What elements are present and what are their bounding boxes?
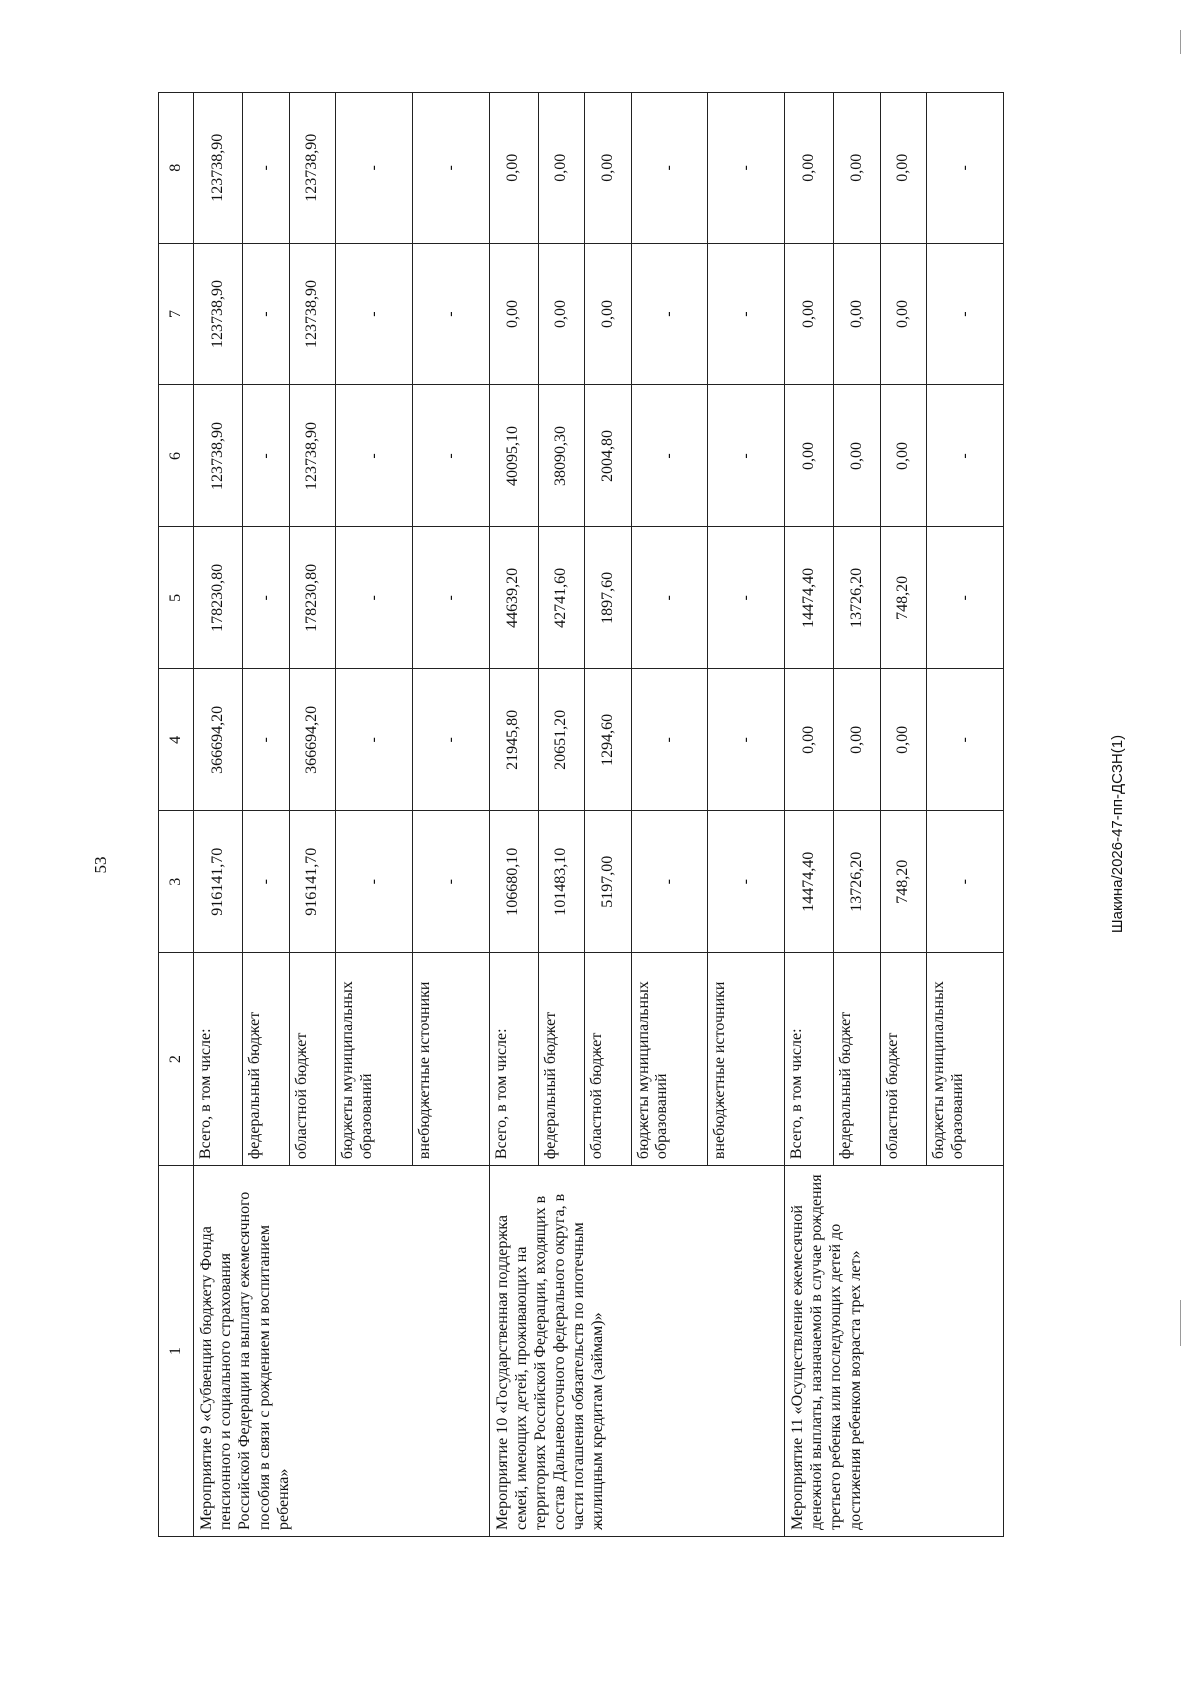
amount-cell: - [631,93,708,244]
amount-cell: 123738,90 [194,93,243,244]
amount-cell: 916141,70 [289,811,336,953]
amount-cell: 106680,10 [489,811,538,953]
header-cell: 1 [159,1166,194,1537]
amount-cell: 0,00 [538,93,585,244]
amount-cell: - [927,527,1004,669]
amount-cell: 366694,20 [194,669,243,811]
amount-cell: 0,00 [489,243,538,385]
amount-cell: 0,00 [785,669,834,811]
table-row [194,93,243,1537]
scan-edge-mark [1180,1300,1181,1346]
amount-cell: - [708,93,785,244]
amount-cell: - [243,669,290,811]
amount-cell: 13726,20 [834,527,881,669]
funding-source: федеральный бюджет [834,953,881,1166]
document-code: Шакина/2026-47-пп-ДСЗН(1) [1109,734,1126,934]
funding-source: бюджеты муниципальных образований [336,953,413,1166]
amount-cell: 14474,40 [785,527,834,669]
amount-cell: 123738,90 [289,385,336,527]
amount-cell: 0,00 [785,93,834,244]
amount-cell: - [708,669,785,811]
funding-table [158,92,1004,1537]
amount-cell: 916141,70 [194,811,243,953]
amount-cell: 123738,90 [289,243,336,385]
amount-cell: 0,00 [785,243,834,385]
amount-cell: 0,00 [834,669,881,811]
header-cell: 6 [159,385,194,527]
funding-source: бюджеты муниципальных образований [631,953,708,1166]
page-number: 53 [91,856,110,874]
funding-source: внебюджетные источники [708,953,785,1166]
funding-source: областной бюджет [880,953,927,1166]
amount-cell: - [243,93,290,244]
table-row [785,93,834,1537]
amount-cell: 0,00 [489,93,538,244]
amount-cell: - [927,669,1004,811]
amount-cell: - [412,811,489,953]
funding-source: федеральный бюджет [538,953,585,1166]
measure-name: Мероприятие 10 «Государственная поддержка семей, имеющих детей, проживающих на территориях Российской Федерации, входящих в состав Дальневосточного федерального округа, в части погашения обязательств по ипотечным жилищным кредитам (займам)» [489,1166,785,1537]
amount-cell: 366694,20 [289,669,336,811]
amount-cell: 13726,20 [834,811,881,953]
funding-source: внебюджетные источники [412,953,489,1166]
amount-cell: 0,00 [538,243,585,385]
header-cell: 3 [159,811,194,953]
funding-source: Всего, в том числе: [194,953,243,1166]
amount-cell: 0,00 [585,243,632,385]
amount-cell: 178230,80 [289,527,336,669]
amount-cell: 0,00 [834,243,881,385]
amount-cell: 0,00 [880,243,927,385]
amount-cell: - [412,669,489,811]
table-row [489,93,538,1537]
amount-cell: 0,00 [880,93,927,244]
amount-cell: - [412,93,489,244]
measure-name: Мероприятие 9 «Субвенции бюджету Фонда пенсионного и социального страхования Российской Федерации на выплату ежемесячного пособия в связи с рождением и воспитанием ребенка» [194,1166,490,1537]
amount-cell: 0,00 [880,669,927,811]
amount-cell: 40095,10 [489,385,538,527]
header-row [159,93,194,1537]
amount-cell: - [631,385,708,527]
amount-cell: 0,00 [834,385,881,527]
amount-cell: - [708,527,785,669]
header-cell: 5 [159,527,194,669]
amount-cell: 178230,80 [194,527,243,669]
amount-cell: - [708,811,785,953]
funding-source: Всего, в том числе: [785,953,834,1166]
amount-cell: - [412,385,489,527]
amount-cell: - [336,669,413,811]
header-cell: 7 [159,243,194,385]
amount-cell: 44639,20 [489,527,538,669]
amount-cell: - [927,385,1004,527]
amount-cell: 20651,20 [538,669,585,811]
amount-cell: 101483,10 [538,811,585,953]
amount-cell: 2004,80 [585,385,632,527]
amount-cell: 0,00 [585,93,632,244]
amount-cell: - [927,243,1004,385]
amount-cell: 38090,30 [538,385,585,527]
amount-cell: 0,00 [880,385,927,527]
amount-cell: 1294,60 [585,669,632,811]
amount-cell: 123738,90 [289,93,336,244]
amount-cell: - [927,93,1004,244]
amount-cell: 0,00 [785,385,834,527]
amount-cell: - [336,243,413,385]
amount-cell: 42741,60 [538,527,585,669]
amount-cell: - [631,527,708,669]
amount-cell: - [631,811,708,953]
amount-cell: - [631,243,708,385]
amount-cell: - [927,811,1004,953]
header-cell: 2 [159,953,194,1166]
amount-cell: - [243,527,290,669]
scan-edge-mark [1180,30,1181,54]
amount-cell: - [243,385,290,527]
amount-cell: - [336,93,413,244]
amount-cell: - [336,811,413,953]
amount-cell: - [243,243,290,385]
funding-source: бюджеты муниципальных образований [927,953,1004,1166]
amount-cell: - [412,527,489,669]
amount-cell: - [336,527,413,669]
table-body [194,93,1004,1537]
header-cell: 4 [159,669,194,811]
funding-source: областной бюджет [585,953,632,1166]
amount-cell: 21945,80 [489,669,538,811]
amount-cell: 748,20 [880,811,927,953]
amount-cell: 748,20 [880,527,927,669]
amount-cell: 1897,60 [585,527,632,669]
funding-source: областной бюджет [289,953,336,1166]
amount-cell: - [631,669,708,811]
funding-source: Всего, в том числе: [489,953,538,1166]
header-cell: 8 [159,93,194,244]
amount-cell: 0,00 [834,93,881,244]
amount-cell: - [708,243,785,385]
amount-cell: 14474,40 [785,811,834,953]
funding-source: федеральный бюджет [243,953,290,1166]
amount-cell: 123738,90 [194,243,243,385]
amount-cell: - [243,811,290,953]
measure-name: Мероприятие 11 «Осуществление ежемесячной денежной выплаты, назначаемой в случае рождения третьего ребенка или последующих детей до достижения ребенком возраста трех лет» [785,1166,1004,1537]
amount-cell: 5197,00 [585,811,632,953]
amount-cell: 123738,90 [194,385,243,527]
amount-cell: - [412,243,489,385]
amount-cell: - [336,385,413,527]
amount-cell: - [708,385,785,527]
